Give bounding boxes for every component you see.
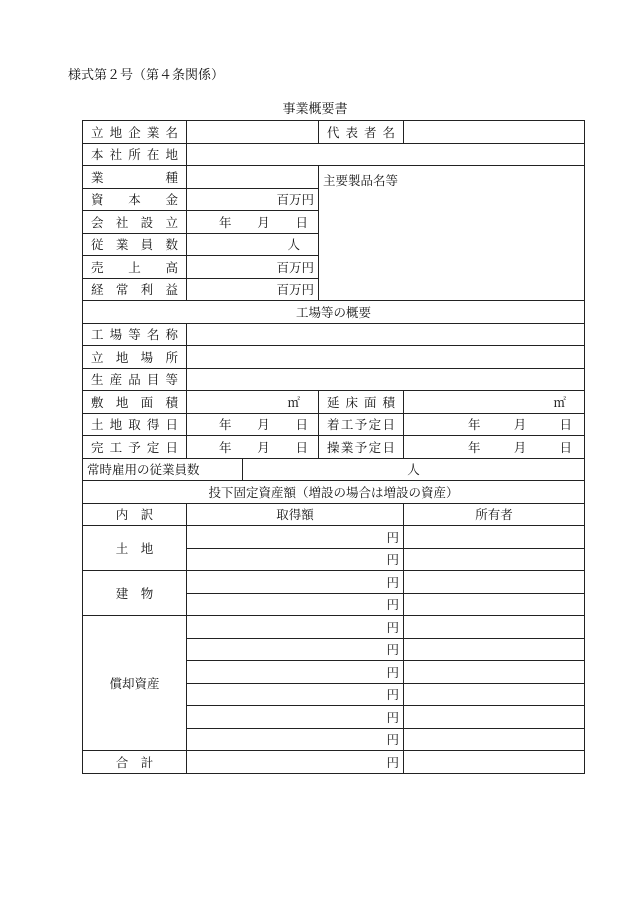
industry-field[interactable]: [187, 166, 319, 189]
capital-label: 資本金: [83, 188, 187, 211]
row-total: [83, 751, 585, 774]
depreciable-amount-field[interactable]: [187, 661, 404, 684]
production-items-field[interactable]: [187, 368, 585, 391]
sales-label: 売上高: [83, 256, 187, 279]
row-area: [83, 391, 585, 414]
day-unit: 日: [295, 439, 308, 455]
depreciable-owner-field[interactable]: [404, 638, 585, 661]
month-unit: 月: [257, 417, 270, 433]
building-label: 建 物: [83, 571, 187, 616]
day-unit: 日: [295, 214, 308, 230]
row-factory-section: [83, 301, 585, 324]
completion-date-field[interactable]: [187, 436, 319, 459]
col-amount-header: 取得額: [187, 503, 404, 526]
month-unit: 月: [513, 417, 527, 433]
depreciable-amount-field[interactable]: [187, 728, 404, 751]
regular-employees-unit: 人: [407, 462, 420, 478]
construction-start-date-field[interactable]: [404, 413, 585, 436]
factory-name-label: 工場等名称: [83, 323, 187, 346]
site-area-field[interactable]: [187, 391, 319, 414]
headquarters-field[interactable]: [187, 143, 585, 166]
profit-label: 経常利益: [83, 278, 187, 301]
month-unit: 月: [257, 439, 270, 455]
land-owner-field[interactable]: [404, 526, 585, 549]
row-investment-section: [83, 481, 585, 504]
employees-field[interactable]: [187, 233, 319, 256]
depreciable-owner-field[interactable]: [404, 728, 585, 751]
yen-unit: 円: [386, 709, 399, 725]
day-unit: 日: [295, 417, 308, 433]
row-investment-header: [83, 503, 585, 526]
total-amount-field[interactable]: [187, 751, 404, 774]
founded-label: 会社設立: [83, 211, 187, 234]
factory-section-title: 工場等の概要: [83, 301, 585, 324]
land-owner-field[interactable]: [404, 548, 585, 571]
profit-unit: 百万円: [276, 282, 314, 298]
floor-area-label: 延床面積: [319, 391, 404, 414]
building-amount-field[interactable]: [187, 593, 404, 616]
day-unit: 日: [559, 439, 572, 455]
depreciable-owner-field[interactable]: [404, 683, 585, 706]
sales-field[interactable]: [187, 256, 319, 279]
factory-name-field[interactable]: [187, 323, 585, 346]
land-acquisition-date-field[interactable]: [187, 413, 319, 436]
regular-employees-label: 常時雇用の従業員数: [83, 458, 243, 481]
total-label: 合 計: [83, 751, 187, 774]
depreciable-amount-field[interactable]: [187, 683, 404, 706]
sales-unit: 百万円: [276, 259, 314, 275]
year-unit: 年: [468, 417, 481, 433]
total-owner-field[interactable]: [404, 751, 585, 774]
area-unit: ㎡: [553, 394, 566, 410]
depreciable-assets-label: 償却資産: [83, 616, 187, 751]
industry-label: 業種: [83, 166, 187, 189]
yen-unit: 円: [386, 642, 399, 658]
employees-label: 従業員数: [83, 233, 187, 256]
depreciable-amount-field[interactable]: [187, 706, 404, 729]
capital-field[interactable]: [187, 188, 319, 211]
row-dates-2: [83, 436, 585, 459]
capital-unit: 百万円: [276, 192, 314, 208]
depreciable-owner-field[interactable]: [404, 706, 585, 729]
month-unit: 月: [257, 214, 270, 230]
yen-unit: 円: [386, 552, 399, 568]
business-overview-table: [82, 120, 585, 774]
document-title: 事業概要書: [282, 102, 348, 117]
row-company-name: [83, 121, 585, 144]
row-dates-1: [83, 413, 585, 436]
row-land-1: [83, 526, 585, 549]
factory-location-field[interactable]: [187, 346, 585, 369]
construction-start-label: 着工予定日: [319, 413, 404, 436]
row-production-items: [83, 368, 585, 391]
depreciable-owner-field[interactable]: [404, 661, 585, 684]
yen-unit: 円: [386, 574, 399, 590]
operation-start-date-field[interactable]: [404, 436, 585, 459]
factory-location-label: 立地場所: [83, 346, 187, 369]
row-industry: [83, 166, 585, 189]
row-depreciable-1: [83, 616, 585, 639]
yen-unit: 円: [386, 529, 399, 545]
production-items-label: 生産品目等: [83, 368, 187, 391]
row-factory-name: [83, 323, 585, 346]
col-item-header: 内 訳: [83, 503, 187, 526]
representative-field[interactable]: [404, 121, 585, 144]
row-factory-location: [83, 346, 585, 369]
col-owner-header: 所有者: [404, 503, 585, 526]
year-unit: 年: [468, 439, 481, 455]
operation-start-label: 操業予定日: [319, 436, 404, 459]
founded-date-field[interactable]: [187, 211, 319, 234]
profit-field[interactable]: [187, 278, 319, 301]
row-building-1: [83, 571, 585, 594]
year-unit: 年: [219, 214, 232, 230]
site-area-label: 敷地面積: [83, 391, 187, 414]
depreciable-amount-field[interactable]: [187, 616, 404, 639]
land-amount-field[interactable]: [187, 548, 404, 571]
year-unit: 年: [219, 439, 232, 455]
company-name-field[interactable]: [187, 121, 319, 144]
completion-label: 完工予定日: [83, 436, 187, 459]
building-owner-field[interactable]: [404, 593, 585, 616]
row-headquarters: [83, 143, 585, 166]
main-products-field[interactable]: [319, 166, 585, 301]
area-unit: ㎡: [287, 394, 300, 410]
yen-unit: 円: [386, 687, 399, 703]
yen-unit: 円: [386, 754, 399, 770]
yen-unit: 円: [386, 664, 399, 680]
floor-area-field[interactable]: [404, 391, 585, 414]
depreciable-amount-field[interactable]: [187, 638, 404, 661]
headquarters-label: 本社所在地: [83, 143, 187, 166]
representative-label: 代表者名: [319, 121, 404, 144]
main-products-label: 主要製品名等: [323, 173, 399, 188]
yen-unit: 円: [386, 619, 399, 635]
depreciable-owner-field[interactable]: [404, 616, 585, 639]
land-amount-field[interactable]: [187, 526, 404, 549]
land-label: 土 地: [83, 526, 187, 571]
company-name-label: 立地企業名: [83, 121, 187, 144]
row-regular-employees: [83, 458, 585, 481]
investment-section-title: 投下固定資産額（増設の場合は増設の資産）: [83, 481, 585, 504]
form-number: 様式第２号（第４条関係）: [68, 68, 225, 83]
building-amount-field[interactable]: [187, 571, 404, 594]
year-unit: 年: [219, 417, 232, 433]
month-unit: 月: [513, 439, 527, 455]
land-acquisition-label: 土地取得日: [83, 413, 187, 436]
building-owner-field[interactable]: [404, 571, 585, 594]
regular-employees-field[interactable]: [243, 458, 585, 481]
day-unit: 日: [559, 417, 572, 433]
yen-unit: 円: [386, 597, 399, 613]
yen-unit: 円: [386, 732, 399, 748]
employees-unit: 人: [287, 237, 300, 253]
